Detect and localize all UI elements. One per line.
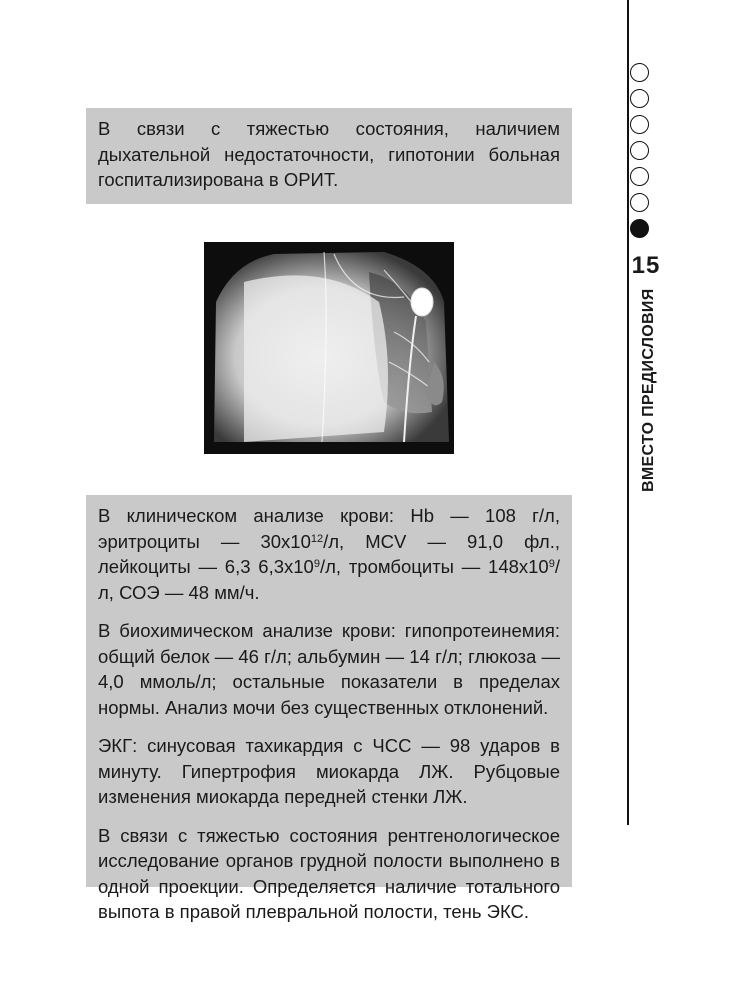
page-number: 15 (631, 252, 661, 279)
progress-dot-4-icon (630, 141, 649, 160)
xray-illustration (204, 242, 454, 454)
intro-text: В связи с тяжестью состояния, наличием дыхательной недостаточности, гипотонии больная госпитализирована в ОРИТ. (98, 118, 560, 190)
exponent-9b: 9 (548, 558, 555, 570)
intro-box (86, 108, 572, 204)
chest-xray-image (204, 242, 454, 454)
blood-clinical-part-3: /л, тромбоциты — 148х10 (319, 556, 549, 577)
blood-clinical-part-1: В клиническом анализе крови: Hb — 108 г/л, эритроциты — 30х10 (98, 505, 560, 552)
blood-biochem-text: В биохимическом анализе крови: гипопротеинемия: общий белок — 46 г/л; альбумин — 14 г/л; глюкоза — 4,0 ммоль/л; остальные показатели в пределах нормы. Анализ мочи без существенных отклонений. (98, 620, 560, 718)
xray-text: В связи с тяжестью состояния рентгенологическое исследование органов грудной полости выполнено в одной проекции. Определяется наличие тотального выпота в правой плевральной полости, тень ЭКС. (98, 824, 560, 922)
progress-dot-3-icon (630, 115, 649, 134)
progress-dot-1-icon (630, 63, 649, 82)
blood-clinical-part-4: /л, СОЭ — 48 мм/ч. (98, 556, 560, 603)
progress-dots (629, 63, 653, 245)
blood-clinical-text (98, 503, 560, 605)
findings-box (86, 495, 572, 922)
progress-dot-6-icon (630, 193, 649, 212)
progress-dot-7-filled-icon (630, 219, 649, 238)
ecg-text: ЭКГ: синусовая тахикардия с ЧСС — 98 ударов в минуту. Гипертрофия миокарда ЛЖ. Рубцовые изменения миокарда передней стенки ЛЖ. (98, 735, 560, 807)
progress-dot-5-icon (630, 167, 649, 186)
blood-clinical-part-2: /л, MCV — 91,0 фл., лейкоциты — 6,3 6,3х10 (98, 530, 561, 577)
section-title: ВМЕСТО ПРЕДИСЛОВИЯ (640, 288, 657, 492)
progress-dot-2-icon (630, 89, 649, 108)
exponent-9a: 9 (313, 558, 320, 570)
exponent-12: 12 (310, 532, 324, 545)
